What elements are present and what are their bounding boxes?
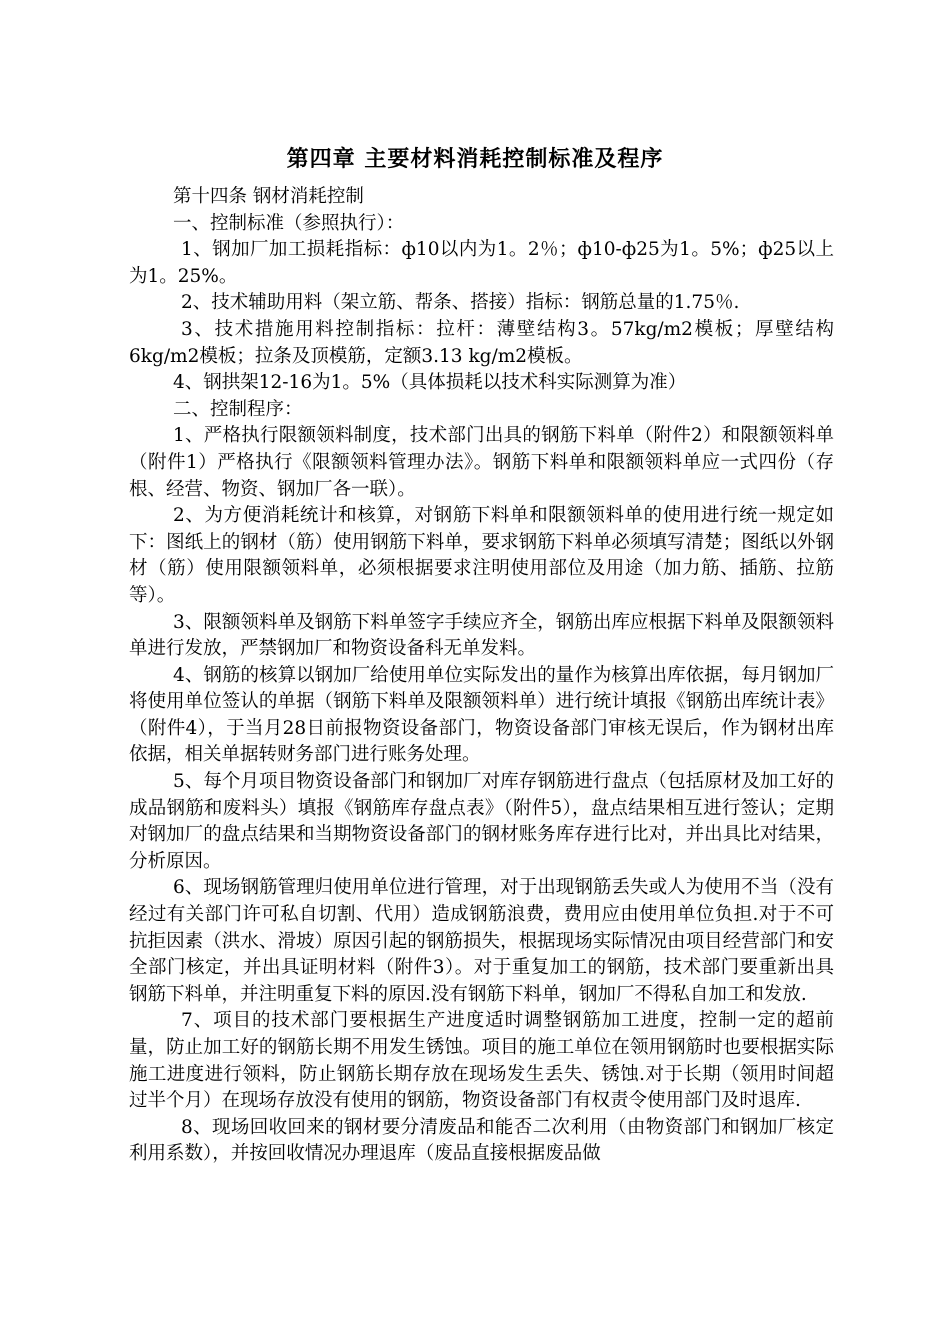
paragraph-standard-1: 1、钢加厂加工损耗指标：ф10以内为1。2％；ф10-ф25为1。5%；ф25以上为1。25%。 [129, 239, 834, 287]
section-heading-standards: 一、控制标准（参照执行）： [173, 212, 405, 234]
paragraph-procedure-8: 8、现场回收回来的钢材要分清废品和能否二次利用（由物资部门和钢加厂核定利用系数），并按回收情况办理退库（废品直接根据废品做 [129, 1116, 834, 1165]
paragraph-procedure-6: 6、现场钢筋管理归使用单位进行管理，对于出现钢筋丢失或人为使用不当（没有经过有关部门许可私自切割、代用）造成钢筋浪费，费用应由使用单位负担.对于不可抗拒因素（洪水、滑坡）原因引起的钢筋损失，根据现场实际情况由项目经营部门和安全部门核定，并出具证明材料（附件3）。对于重复加工的钢筋，技术部门要重新出具钢筋下料单，并注明重复下料的原因.没有钢筋下料单，钢加厂不得私自加工和发放. [129, 877, 834, 1005]
paragraph-standard-2: 2、技术辅助用料（架立筋、帮条、搭接）指标：钢筋总量的1.75％. [181, 292, 740, 314]
paragraph-procedure-2: 2、为方便消耗统计和核算，对钢筋下料单和限额领料单的使用进行统一规定如下：图纸上的钢材（筋）使用钢筋下料单，要求钢筋下料单必须填写清楚；图纸以外钢材（筋）使用限额领料单，必须根据要求注明使用部位及用途（加力筋、插筋、拉筋等）。 [129, 505, 834, 606]
paragraph-procedure-3: 3、限额领料单及钢筋下料单签字手续应齐全，钢筋出库应根据下料单及限额领料单进行发放，严禁钢加厂和物资设备科无单发料。 [129, 611, 834, 660]
paragraph-procedure-1: 1、严格执行限额领料制度，技术部门出具的钢筋下料单（附件2）和限额领料单（附件1）严格执行《限额领料管理办法》。钢筋下料单和限额领料单应一式四份（存根、经营、物资、钢加厂各一联）。 [129, 425, 834, 500]
document-body [129, 184, 834, 1168]
chapter-title: 第四章 主要材料消耗控制标准及程序 [286, 147, 664, 172]
section-heading-procedures: 二、控制程序： [173, 398, 303, 420]
paragraph-procedure-7: 7、项目的技术部门要根据生产进度适时调整钢筋加工进度，控制一定的超前量，防止加工好的钢筋长期不用发生锈蚀。项目的施工单位在领用钢筋时也要根据实际施工进度进行领料，防止钢筋长期存放在现场发生丢失、锈蚀.对于长期（领用时间超过半个月）在现场存放没有使用的钢筋，物资设备部门有权责令使用部门及时退库. [129, 1010, 834, 1112]
paragraph-standard-3: 3、技术措施用料控制指标：拉杆：薄壁结构3。57kg/m2模板；厚壁结构6kg/m2模板；拉条及顶模筋，定额3.13 kg/m2模板。 [129, 318, 834, 367]
paragraph-procedure-5: 5、每个月项目物资设备部门和钢加厂对库存钢筋进行盘点（包括原材及加工好的成品钢筋和废料头）填报《钢筋库存盘点表》（附件5），盘点结果相互进行签认；定期对钢加厂的盘点结果和当期物资设备部门的钢材账务库存进行比对，并出具比对结果，分析原因。 [129, 771, 834, 872]
paragraph-standard-4: 4、钢拱架12-16为1。5%（具体损耗以技术科实际测算为准） [173, 372, 687, 394]
article-heading: 第十四条 钢材消耗控制 [173, 186, 364, 207]
paragraph-procedure-4: 4、钢筋的核算以钢加厂给使用单位实际发出的量作为核算出库依据，每月钢加厂将使用单位签认的单据（钢筋下料单及限额领料单）进行统计填报《钢筋出库统计表》（附件4），于当月28日前报物资设备部门，物资设备部门审核无误后，作为钢材出库依据，相关单据转财务部门进行账务处理。 [129, 664, 834, 766]
